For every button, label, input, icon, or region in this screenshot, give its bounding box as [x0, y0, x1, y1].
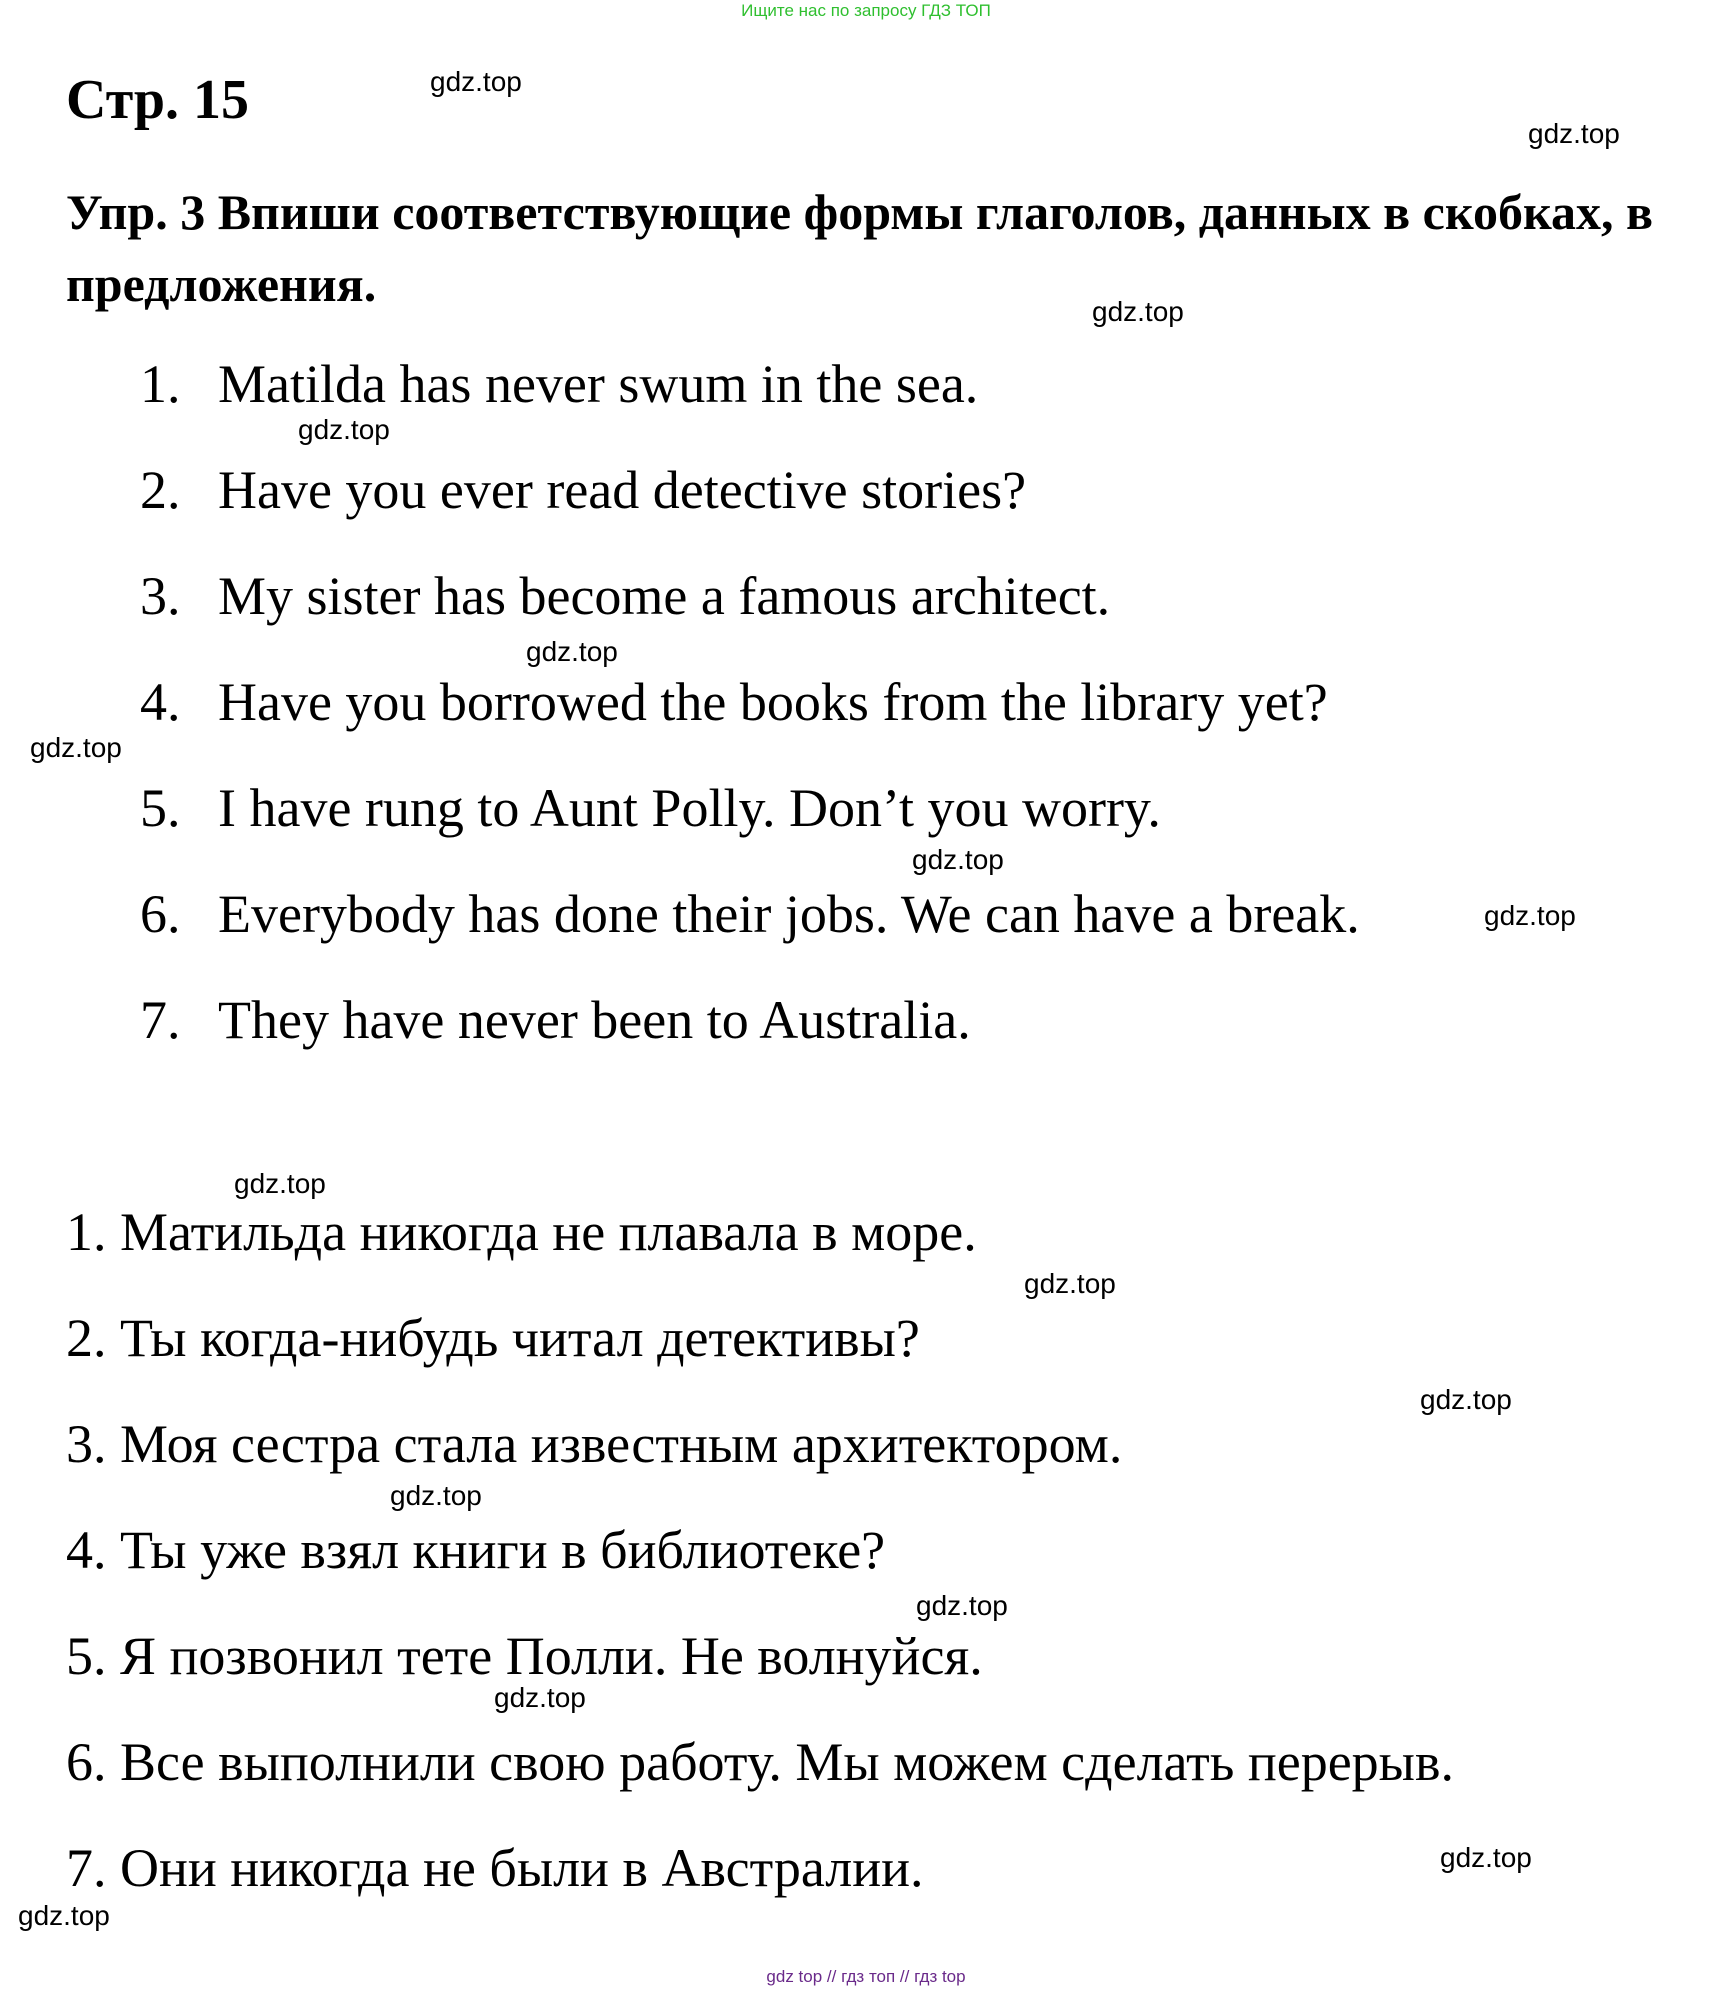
- russian-item-3: 3. Моя сестра стала известным архитектором.: [66, 1414, 1123, 1474]
- watermark: gdz.top: [430, 66, 522, 97]
- watermark: gdz.top: [30, 732, 122, 763]
- russian-item-5: 5. Я позвонил тете Полли. Не волнуйся.: [66, 1626, 983, 1686]
- watermark: gdz.top: [234, 1168, 326, 1199]
- watermark: gdz.top: [1024, 1268, 1116, 1299]
- russian-item-1: 1. Матильда никогда не плавала в море.: [66, 1202, 977, 1262]
- watermark: gdz.top: [1420, 1384, 1512, 1415]
- english-item-7: [140, 988, 971, 1052]
- english-item-number: 4.: [140, 672, 181, 732]
- watermark: gdz.top: [390, 1480, 482, 1511]
- watermark: gdz.top: [1484, 900, 1576, 931]
- english-item-number: 3.: [140, 566, 181, 626]
- watermark: gdz.top: [1440, 1842, 1532, 1873]
- russian-item-7: 7. Они никогда не были в Австралии.: [66, 1838, 924, 1898]
- watermark: gdz.top: [912, 844, 1004, 875]
- footer-watermark: gdz top // гдз топ // гдз top: [766, 1967, 966, 1986]
- task-title: Упр. 3 Впиши соответствующие формы глаголов, данных в скобках, в предложения.: [66, 184, 1654, 312]
- english-item-number: 5.: [140, 778, 181, 838]
- english-item-text: Everybody has done their jobs. We can have a break.: [218, 884, 1360, 944]
- english-item-1: [140, 352, 978, 416]
- english-item-text: Have you ever read detective stories?: [218, 460, 1027, 520]
- watermark: gdz.top: [1092, 296, 1184, 327]
- english-item-6: [140, 882, 1360, 946]
- watermark: gdz.top: [298, 414, 390, 445]
- english-item-number: 1.: [140, 354, 181, 414]
- watermark: gdz.top: [18, 1900, 110, 1931]
- english-item-text: They have never been to Australia.: [218, 990, 971, 1050]
- english-item-number: 6.: [140, 884, 181, 944]
- english-item-number: 2.: [140, 460, 181, 520]
- page-title: Стр. 15: [66, 69, 250, 131]
- english-item-text: Matilda has never swum in the sea.: [218, 354, 979, 414]
- russian-item-2: 2. Ты когда-нибудь читал детективы?: [66, 1308, 920, 1368]
- english-item-3: [140, 564, 1110, 628]
- russian-item-6: 6. Все выполнили свою работу. Мы можем сделать перерыв.: [66, 1732, 1454, 1792]
- english-item-text: My sister has become a famous architect.: [218, 566, 1111, 626]
- english-item-4: [140, 670, 1328, 734]
- watermark: gdz.top: [494, 1682, 586, 1713]
- watermark: gdz.top: [916, 1590, 1008, 1621]
- english-item-5: [140, 776, 1161, 840]
- top-banner: Ищите нас по запросу ГДЗ ТОП: [741, 1, 991, 20]
- english-item-number: 7.: [140, 990, 181, 1050]
- english-item-text: I have rung to Aunt Polly. Don’t you worry.: [218, 778, 1161, 838]
- english-item-2: [140, 458, 1026, 522]
- watermark: gdz.top: [526, 636, 618, 667]
- watermark: gdz.top: [1528, 118, 1620, 149]
- russian-item-4: 4. Ты уже взял книги в библиотеке?: [66, 1520, 886, 1580]
- english-item-text: Have you borrowed the books from the library yet?: [218, 672, 1328, 732]
